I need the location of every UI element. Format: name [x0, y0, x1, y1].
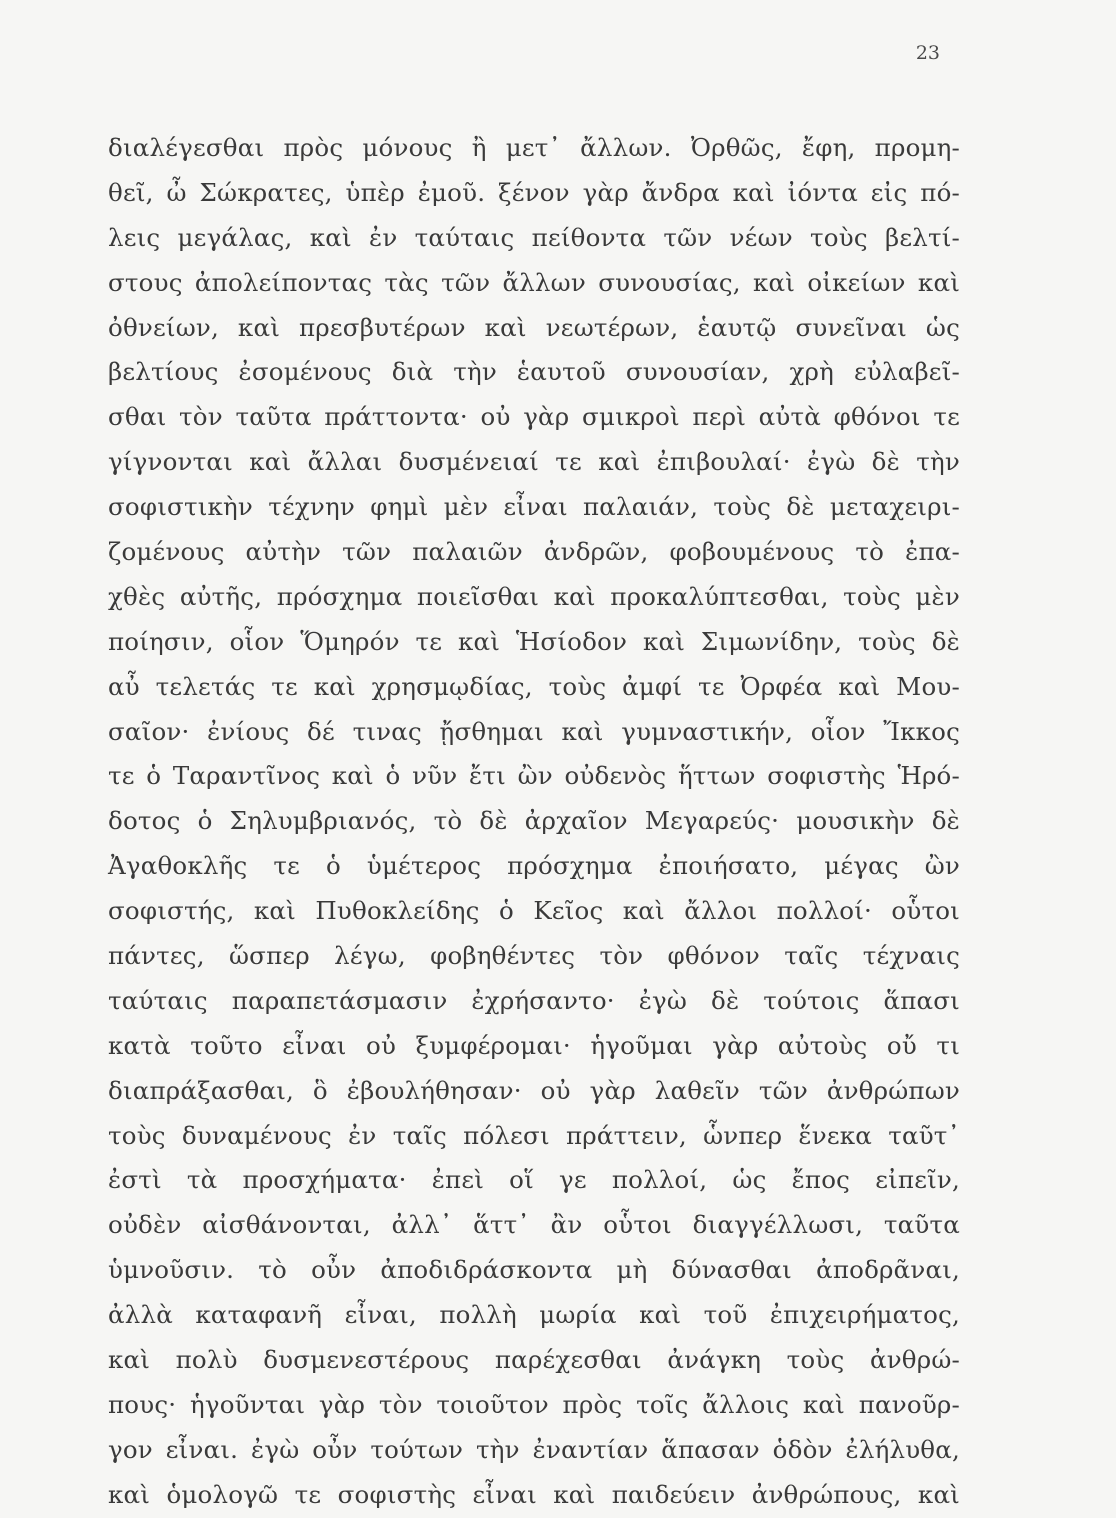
- text-line: τοὺς δυναμένους ἐν ταῖς πόλεσι πράττειν, ὧνπερ ἕνεκα ταῦτ᾽: [108, 1120, 960, 1150]
- text-line: σοφιστικὴν τέχνην φημὶ μὲν εἶναι παλαιάν, τοὺς δὲ μεταχειρι-: [108, 492, 960, 522]
- text-line: χθὲς αὐτῆς, πρόσχημα ποιεῖσθαι καὶ προκαλύπτεσθαι, τοὺς μὲν: [108, 581, 960, 611]
- text-line: ἐστὶ τὰ προσχήματα· ἐπεὶ οἵ γε πολλοί, ὡς ἔπος εἰπεῖν,: [108, 1165, 960, 1195]
- text-line: θεῖ, ὦ Σώκρατες, ὑπὲρ ἐμοῦ. ξένον γὰρ ἄνδρα καὶ ἰόντα εἰς πό-: [108, 177, 960, 207]
- text-line: βελτίους ἐσομένους διὰ τὴν ἑαυτοῦ συνουσίαν, χρὴ εὐλαβεῖ-: [108, 357, 960, 387]
- text-line: δοτος ὁ Σηλυμβριανός, τὸ δὲ ἀρχαῖον Μεγαρεύς· μουσικὴν δὲ: [108, 806, 960, 836]
- text-line: σαῖον· ἐνίους δέ τινας ᾔσθημαι καὶ γυμναστικήν, οἷον Ἴκκος: [108, 716, 960, 746]
- text-line: ἀλλὰ καταφανῆ εἶναι, πολλὴ μωρία καὶ τοῦ ἐπιχειρήματος,: [108, 1300, 960, 1330]
- text-line: στους ἀπολείποντας τὰς τῶν ἄλλων συνουσίας, καὶ οἰκείων καὶ: [108, 267, 960, 297]
- text-line: γον εἶναι. ἐγὼ οὖν τούτων τὴν ἐναντίαν ἅπασαν ὁδὸν ἐλήλυθα,: [108, 1434, 960, 1464]
- text-line: διαλέγεσθαι πρὸς μόνους ἢ μετ᾽ ἄλλων. Ὀρθῶς, ἔφη, προμη-: [108, 133, 960, 162]
- text-line: οὐδὲν αἰσθάνονται, ἀλλ᾽ ἅττ᾽ ἂν οὗτοι διαγγέλλωσι, ταῦτα: [108, 1210, 960, 1240]
- text-line: Ἀγαθοκλῆς τε ὁ ὑμέτερος πρόσχημα ἐποιήσατο, μέγας ὢν: [108, 851, 960, 881]
- text-line: τε ὁ Ταραντῖνος καὶ ὁ νῦν ἔτι ὢν οὐδενὸς ἥττων σοφιστὴς Ἡρό-: [108, 761, 960, 791]
- text-line: ποίησιν, οἷον Ὅμηρόν τε καὶ Ἡσίοδον καὶ Σιμωνίδην, τοὺς δὲ: [108, 626, 960, 656]
- text-line: πους· ἡγοῦνται γὰρ τὸν τοιοῦτον πρὸς τοῖς ἄλλοις καὶ πανοῦρ-: [108, 1389, 960, 1419]
- text-line: ὀθνείων, καὶ πρεσβυτέρων καὶ νεωτέρων, ἑαυτῷ συνεῖναι ὡς: [108, 312, 960, 342]
- text-line: διαπράξασθαι, ὃ ἐβουλήθησαν· οὐ γὰρ λαθεῖν τῶν ἀνθρώπων: [108, 1075, 960, 1105]
- text-line: ὑμνοῦσιν. τὸ οὖν ἀποδιδράσκοντα μὴ δύνασθαι ἀποδρᾶναι,: [108, 1255, 960, 1285]
- text-line: σοφιστής, καὶ Πυθοκλείδης ὁ Κεῖος καὶ ἄλλοι πολλοί· οὗτοι: [108, 896, 960, 926]
- text-line: σθαι τὸν ταῦτα πράττοντα· οὐ γὰρ σμικροὶ περὶ αὐτὰ φθόνοι τε: [108, 402, 960, 432]
- text-line: γίγνονται καὶ ἄλλαι δυσμένειαί τε καὶ ἐπιβουλαί· ἐγὼ δὲ τὴν: [108, 447, 960, 477]
- text-line: λεις μεγάλας, καὶ ἐν ταύταις πείθοντα τῶν νέων τοὺς βελτί-: [108, 222, 960, 252]
- text-line: καὶ πολὺ δυσμενεστέρους παρέχεσθαι ἀνάγκη τοὺς ἀνθρώ-: [108, 1345, 960, 1375]
- text-line: ταύταις παραπετάσμασιν ἐχρήσαντο· ἐγὼ δὲ τούτοις ἅπασι: [108, 985, 960, 1015]
- text-line: αὖ τελετάς τε καὶ χρησμῳδίας, τοὺς ἀμφί τε Ὀρφέα καὶ Μου-: [108, 671, 960, 701]
- body-text: [108, 126, 960, 1518]
- page-number: 23: [915, 42, 940, 64]
- text-line: κατὰ τοῦτο εἶναι οὐ ξυμφέρομαι· ἡγοῦμαι γὰρ αὐτοὺς οὔ τι: [108, 1030, 960, 1060]
- text-line: ζομένους αὐτὴν τῶν παλαιῶν ἀνδρῶν, φοβουμένους τὸ ἐπα-: [108, 537, 960, 567]
- text-line: πάντες, ὥσπερ λέγω, φοβηθέντες τὸν φθόνον ταῖς τέχναις: [108, 941, 960, 971]
- text-line: καὶ ὁμολογῶ τε σοφιστὴς εἶναι καὶ παιδεύειν ἀνθρώπους, καὶ: [108, 1479, 960, 1509]
